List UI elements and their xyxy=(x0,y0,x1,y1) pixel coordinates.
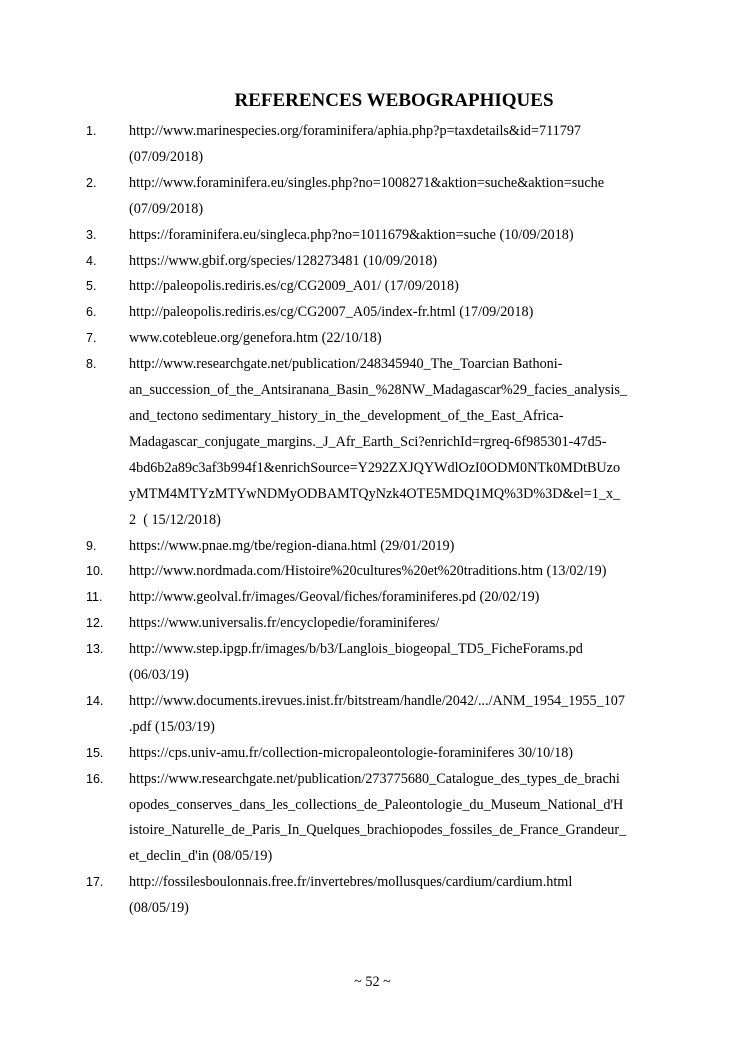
reference-item xyxy=(0,249,627,275)
reference-url-line: istoire_Naturelle_de_Paris_In_Quelques_brachiopodes_fossiles_de_France_Grandeur_ xyxy=(129,822,627,839)
reference-number: 15. xyxy=(86,745,104,760)
reference-url-line: https://www.pnae.mg/tbe/region-diana.html (29/01/2019) xyxy=(129,537,455,554)
reference-number: 17. xyxy=(86,875,104,890)
reference-item xyxy=(0,223,627,249)
reference-url-line: http://www.geolval.fr/images/Geoval/fiches/foraminiferes.pd (20/02/19) xyxy=(129,589,540,606)
reference-number: 16. xyxy=(86,771,104,786)
reference-item xyxy=(0,171,627,223)
reference-url-line: yMTM4MTYzMTYwNDMyODBAMTQyNzk4OTE5MDQ1MQ%3D%3D&el=1_x_ xyxy=(129,485,621,502)
reference-number: 14. xyxy=(86,693,104,708)
reference-item xyxy=(0,119,627,171)
reference-url-line: https://cps.univ-amu.fr/collection-micropaleontologie-foraminiferes 30/10/18) xyxy=(129,744,574,761)
reference-list xyxy=(0,119,627,922)
reference-url-line: https://www.universalis.fr/encyclopedie/foraminiferes/ xyxy=(129,615,440,632)
reference-number: 3. xyxy=(86,227,97,242)
reference-url-line: http://www.marinespecies.org/foraminifera/aphia.php?p=taxdetails&id=711797 xyxy=(129,123,582,139)
reference-url-line: et_declin_d'in (08/05/19) xyxy=(129,848,273,865)
reference-item xyxy=(0,274,627,300)
reference-item xyxy=(0,741,627,767)
reference-url-line: Madagascar_conjugate_margins._J_Afr_Earth_Sci?enrichId=rgreq-6f985301-47d5- xyxy=(129,433,607,450)
reference-url-line: .pdf (15/03/19) xyxy=(129,718,215,735)
reference-url-line: http://fossilesboulonnais.free.fr/invertebres/mollusques/cardium/cardium.html xyxy=(129,874,573,891)
reference-item xyxy=(0,611,627,637)
reference-number: 2. xyxy=(86,175,97,190)
reference-url-line: http://www.nordmada.com/Histoire%20cultures%20et%20traditions.htm (13/02/19) xyxy=(129,563,607,580)
reference-item xyxy=(0,767,627,871)
reference-url-line: http://www.researchgate.net/publication/248345940_The_Toarcian Bathoni- xyxy=(129,356,563,373)
reference-url-line: an_succession_of_the_Antsiranana_Basin_%28NW_Madagascar%29_facies_analysis_ xyxy=(129,382,627,399)
reference-item xyxy=(0,585,627,611)
reference-url-line: http://www.documents.irevues.inist.fr/bitstream/handle/2042/.../ANM_1954_1955_107 xyxy=(129,692,625,709)
reference-number: 6. xyxy=(86,305,97,320)
reference-number: 5. xyxy=(86,279,97,294)
reference-url-line: https://foraminifera.eu/singleca.php?no=1011679&aktion=suche (10/09/2018) xyxy=(129,226,574,243)
reference-url-line: 2 ( 15/12/2018) xyxy=(129,511,221,528)
reference-number: 7. xyxy=(86,331,97,346)
reference-url-line: https://www.researchgate.net/publication/273775680_Catalogue_des_types_de_brachi xyxy=(129,770,620,787)
reference-number: 12. xyxy=(86,616,104,631)
reference-item xyxy=(0,689,627,741)
reference-url-line: 4bd6b2a89c3af3b994f1&enrichSource=Y292ZXJQYWdlOzI0ODM0NTk0MDtBUzo xyxy=(129,459,621,476)
reference-item xyxy=(0,534,627,560)
reference-url-line: and_tectono sedimentary_history_in_the_development_of_the_East_Africa- xyxy=(129,407,564,424)
reference-url-line: (06/03/19) xyxy=(129,667,189,684)
reference-number: 9. xyxy=(86,538,97,553)
reference-number: 11. xyxy=(86,590,103,605)
reference-item xyxy=(0,326,627,352)
reference-item xyxy=(0,637,627,689)
reference-url-line: opodes_conserves_dans_les_collections_de_Paleontologie_du_Museum_National_d'H xyxy=(129,796,624,813)
reference-url-line: (07/09/2018) xyxy=(129,148,204,165)
reference-number: 1. xyxy=(86,124,97,138)
reference-number: 4. xyxy=(86,253,97,268)
reference-url-line: (08/05/19) xyxy=(129,900,189,917)
reference-number: 13. xyxy=(86,642,104,657)
reference-url-line: http://paleopolis.rediris.es/cg/CG2007_A05/index-fr.html (17/09/2018) xyxy=(129,304,534,321)
reference-number: 8. xyxy=(86,357,97,372)
reference-item xyxy=(0,870,627,922)
reference-item xyxy=(0,559,627,585)
reference-number: 10. xyxy=(86,564,104,579)
page-title: REFERENCES WEBOGRAPHIQUES xyxy=(234,90,554,111)
reference-url-line: http://www.foraminifera.eu/singles.php?no=1008271&aktion=suche&aktion=suche xyxy=(129,174,605,191)
page-number: ~ 52 ~ xyxy=(354,974,391,990)
reference-url-line: http://www.step.ipgp.fr/images/b/b3/Langlois_biogeopal_TD5_FicheForams.pd xyxy=(129,641,583,658)
reference-item xyxy=(0,352,627,533)
reference-url-line: (07/09/2018) xyxy=(129,200,204,217)
reference-url-line: https://www.gbif.org/species/128273481 (10/09/2018) xyxy=(129,252,438,269)
reference-url-line: www.cotebleue.org/genefora.htm (22/10/18) xyxy=(129,330,382,347)
reference-item xyxy=(0,300,627,326)
reference-url-line: http://paleopolis.rediris.es/cg/CG2009_A01/ (17/09/2018) xyxy=(129,278,459,295)
